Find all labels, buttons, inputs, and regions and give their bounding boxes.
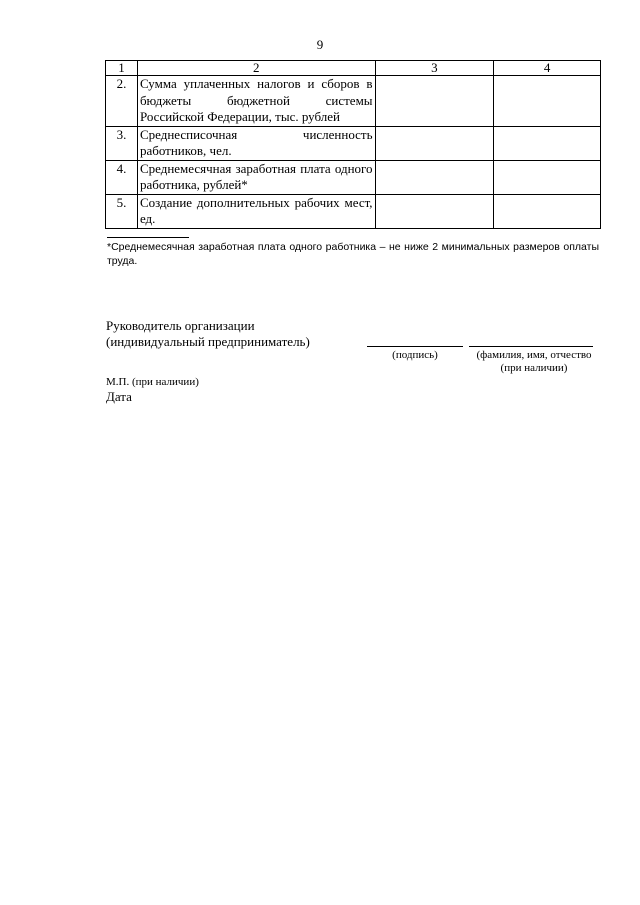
row-value-col3[interactable]: [375, 160, 494, 194]
header-cell-2: 2: [137, 61, 375, 76]
stamp-label: М.П. (при наличии): [106, 376, 199, 388]
row-indicator: Сумма уплаченных налогов и сборов в бюджеты бюджетной системы Российской Федерации, тыс. рублей: [137, 76, 375, 127]
footnote-divider: [107, 237, 189, 238]
full-name-caption-note: (при наличии): [500, 362, 568, 374]
table-row: [106, 194, 601, 228]
row-number: 4.: [106, 160, 138, 194]
row-value-col4[interactable]: [494, 126, 601, 160]
table-row: [106, 160, 601, 194]
date-label: Дата: [106, 389, 132, 404]
row-indicator: Среднемесячная заработная плата одного работника, рублей*: [137, 160, 375, 194]
page-number: 9: [316, 37, 324, 52]
row-indicator: Среднесписочная численность работников, чел.: [137, 126, 375, 160]
row-value-col3[interactable]: [375, 126, 494, 160]
indicators-table: [105, 60, 601, 229]
row-value-col4[interactable]: [494, 76, 601, 127]
signature-line[interactable]: [367, 346, 463, 347]
signature-caption: (подпись): [392, 349, 438, 361]
row-number: 3.: [106, 126, 138, 160]
row-indicator: Создание дополнительных рабочих мест, ед.: [137, 194, 375, 228]
row-value-col4[interactable]: [494, 194, 601, 228]
full-name-line[interactable]: [469, 346, 593, 347]
header-cell-4: 4: [494, 61, 601, 76]
row-value-col3[interactable]: [375, 194, 494, 228]
row-number: 5.: [106, 194, 138, 228]
footnote-text: *Среднемесячная заработная плата одного работника – не ниже 2 минимальных размеров оплаты труда.: [107, 241, 599, 267]
table-row: [106, 76, 601, 127]
table-row: [106, 126, 601, 160]
row-value-col4[interactable]: [494, 160, 601, 194]
header-cell-1: 1: [106, 61, 138, 76]
table-header-row: [106, 61, 601, 76]
row-number: 2.: [106, 76, 138, 127]
row-value-col3[interactable]: [375, 76, 494, 127]
full-name-caption: (фамилия, имя, отчество: [476, 349, 592, 361]
signatory-title: Руководитель организации: [106, 318, 255, 333]
signatory-subtitle: (индивидуальный предприниматель): [106, 334, 310, 349]
header-cell-3: 3: [375, 61, 494, 76]
